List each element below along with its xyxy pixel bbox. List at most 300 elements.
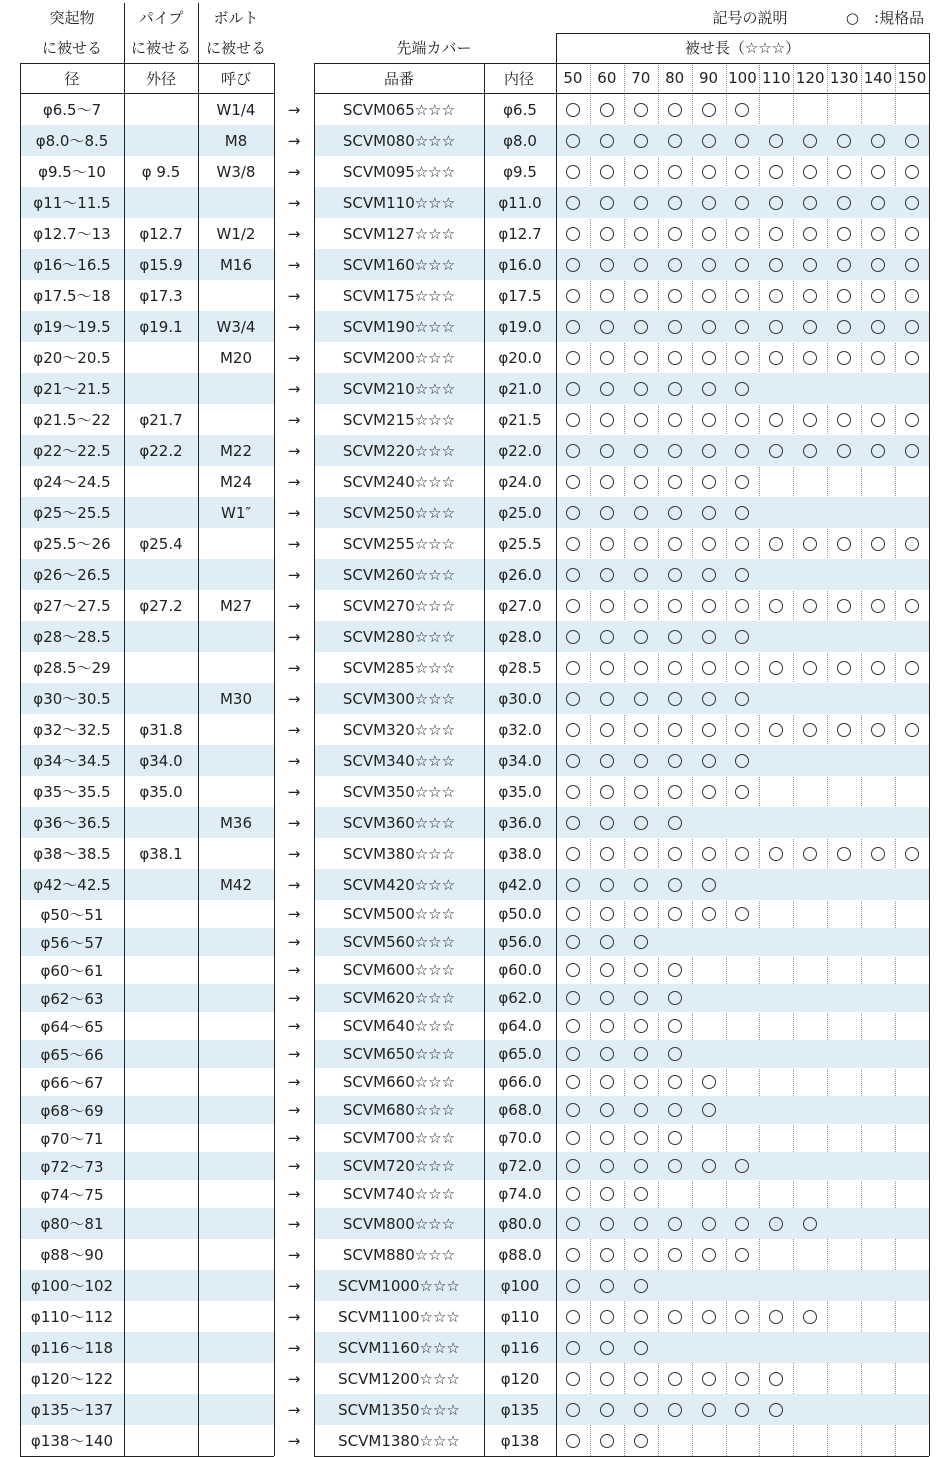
standard-item-circle bbox=[668, 599, 682, 613]
pipe-outer-diameter-cell bbox=[124, 373, 198, 404]
standard-item-circle bbox=[668, 1310, 682, 1324]
standard-item-circle bbox=[634, 754, 648, 768]
standard-item-circle bbox=[702, 506, 716, 520]
table-border bbox=[20, 63, 274, 64]
protrusion-diameter-cell: φ19～19.5 bbox=[33, 318, 111, 336]
standard-item-circle bbox=[702, 568, 716, 582]
inner-diameter-cell: φ25.5 bbox=[498, 534, 542, 553]
standard-item-circle bbox=[871, 196, 885, 210]
standard-item-circle bbox=[600, 1403, 614, 1417]
standard-item-circle bbox=[668, 258, 682, 272]
standard-item-circle bbox=[702, 320, 716, 334]
inner-diameter-cell: φ80.0 bbox=[498, 1214, 542, 1233]
bolt-nominal-cell bbox=[198, 1096, 274, 1124]
protrusion-diameter-cell: φ80～81 bbox=[40, 1215, 104, 1233]
standard-item-circle bbox=[668, 1019, 682, 1033]
bolt-nominal-cell: M36 bbox=[219, 813, 253, 832]
standard-item-circle bbox=[600, 878, 614, 892]
standard-item-circle bbox=[566, 1403, 580, 1417]
standard-item-circle bbox=[735, 227, 749, 241]
protrusion-diameter-cell: φ21～21.5 bbox=[33, 380, 111, 398]
standard-item-circle bbox=[668, 816, 682, 830]
standard-item-circle bbox=[566, 382, 580, 396]
standard-item-circle bbox=[668, 134, 682, 148]
inner-diameter-cell: φ28.5 bbox=[498, 658, 542, 677]
bolt-nominal-header: 呼び bbox=[220, 69, 251, 88]
arrow-cell: → bbox=[287, 193, 301, 212]
pipe-header-top: パイプ bbox=[138, 8, 184, 27]
length-header-cell: 120 bbox=[795, 69, 825, 87]
part-number-cell: SCVM420☆☆☆ bbox=[342, 875, 456, 894]
standard-item-circle bbox=[735, 320, 749, 334]
part-number-cell: SCVM255☆☆☆ bbox=[342, 534, 456, 553]
part-number-cell: SCVM1160☆☆☆ bbox=[338, 1338, 460, 1357]
inner-diameter-cell: φ38.0 bbox=[498, 844, 542, 863]
standard-item-circle bbox=[634, 1248, 648, 1262]
standard-item-circle bbox=[769, 258, 783, 272]
standard-item-circle bbox=[668, 907, 682, 921]
arrow-cell: → bbox=[287, 1276, 301, 1295]
standard-item-circle bbox=[634, 103, 648, 117]
part-number-cell: SCVM270☆☆☆ bbox=[342, 596, 456, 615]
standard-item-circle bbox=[634, 1217, 648, 1231]
arrow-cell: → bbox=[287, 1338, 301, 1357]
standard-item-circle bbox=[803, 599, 817, 613]
standard-item-circle bbox=[566, 103, 580, 117]
standard-item-circle bbox=[837, 723, 851, 737]
inner-diameter-cell: φ120 bbox=[500, 1369, 540, 1388]
standard-item-circle bbox=[600, 1047, 614, 1061]
part-number-cell: SCVM190☆☆☆ bbox=[342, 317, 456, 336]
part-number-cell: SCVM800☆☆☆ bbox=[342, 1214, 456, 1233]
part-number-cell: SCVM600☆☆☆ bbox=[342, 961, 456, 979]
standard-item-circle bbox=[566, 723, 580, 737]
standard-item-circle bbox=[634, 816, 648, 830]
standard-item-circle bbox=[668, 991, 682, 1005]
inner-diameter-cell: φ70.0 bbox=[498, 1129, 542, 1147]
standard-item-circle bbox=[803, 847, 817, 861]
standard-item-circle bbox=[566, 1159, 580, 1173]
standard-item-circle bbox=[566, 568, 580, 582]
arrow-cell: → bbox=[287, 379, 301, 398]
standard-item-circle bbox=[702, 165, 716, 179]
standard-item-circle bbox=[634, 382, 648, 396]
inner-diameter-cell: φ35.0 bbox=[498, 782, 542, 801]
part-number-cell: SCVM680☆☆☆ bbox=[342, 1101, 456, 1119]
standard-item-circle bbox=[837, 258, 851, 272]
inner-diameter-cell: φ60.0 bbox=[498, 961, 542, 979]
bolt-nominal-cell: W3/8 bbox=[216, 162, 256, 181]
protrusion-diameter-cell: φ9.5～10 bbox=[38, 163, 106, 181]
standard-item-circle bbox=[566, 963, 580, 977]
standard-item-circle bbox=[668, 1403, 682, 1417]
bolt-nominal-cell bbox=[198, 559, 274, 590]
inner-diameter-cell: φ50.0 bbox=[498, 905, 542, 923]
part-number-cell: SCVM175☆☆☆ bbox=[342, 286, 456, 305]
standard-item-circle bbox=[905, 599, 919, 613]
inner-diameter-cell: φ22.0 bbox=[498, 441, 542, 460]
bolt-nominal-cell bbox=[198, 1068, 274, 1096]
protrusion-diameter-cell: φ30～30.5 bbox=[33, 690, 111, 708]
bolt-nominal-cell bbox=[198, 1301, 274, 1332]
standard-item-circle bbox=[769, 847, 783, 861]
standard-item-circle bbox=[702, 134, 716, 148]
part-number-cell: SCVM620☆☆☆ bbox=[342, 989, 456, 1007]
arrow-cell: → bbox=[287, 782, 301, 801]
pipe-outer-diameter-cell: φ17.3 bbox=[139, 286, 183, 305]
standard-item-circle bbox=[905, 258, 919, 272]
table-border bbox=[556, 33, 557, 1456]
standard-item-circle bbox=[566, 692, 580, 706]
standard-item-circle bbox=[600, 1075, 614, 1089]
protrusion-diameter-cell: φ100～102 bbox=[30, 1277, 114, 1295]
standard-item-circle bbox=[600, 382, 614, 396]
standard-item-circle bbox=[735, 847, 749, 861]
standard-item-circle bbox=[634, 630, 648, 644]
bolt-nominal-cell bbox=[198, 1012, 274, 1040]
protrusion-header-sub: に被せる bbox=[41, 38, 102, 57]
inner-diameter-cell: φ110 bbox=[500, 1307, 540, 1326]
pipe-outer-diameter-cell bbox=[124, 869, 198, 900]
standard-item-circle bbox=[668, 692, 682, 706]
standard-item-circle bbox=[735, 537, 749, 551]
standard-item-circle bbox=[634, 1372, 648, 1386]
pipe-outer-diameter-cell: φ15.9 bbox=[139, 255, 183, 274]
arrow-cell: → bbox=[287, 534, 301, 553]
standard-item-circle bbox=[600, 537, 614, 551]
arrow-cell: → bbox=[287, 905, 301, 923]
standard-item-circle bbox=[702, 1372, 716, 1386]
standard-item-circle bbox=[566, 134, 580, 148]
standard-item-circle bbox=[668, 444, 682, 458]
standard-item-circle bbox=[634, 935, 648, 949]
part-number-cell: SCVM285☆☆☆ bbox=[342, 658, 456, 677]
standard-item-circle bbox=[871, 444, 885, 458]
protrusion-diameter-cell: φ70～71 bbox=[40, 1129, 104, 1148]
bolt-nominal-cell: W1/4 bbox=[216, 100, 256, 119]
bolt-nominal-cell bbox=[198, 1363, 274, 1394]
standard-item-circle bbox=[702, 723, 716, 737]
standard-item-circle bbox=[668, 196, 682, 210]
length-header-cell: 140 bbox=[863, 69, 893, 87]
standard-item-circle bbox=[702, 661, 716, 675]
standard-item-circle bbox=[634, 1075, 648, 1089]
protrusion-diameter-cell: φ22～22.5 bbox=[33, 442, 111, 460]
tip-cover-header: 先端カバー bbox=[396, 38, 472, 57]
standard-item-circle bbox=[735, 289, 749, 303]
standard-item-circle bbox=[871, 165, 885, 179]
pipe-outer-diameter-cell bbox=[124, 1068, 198, 1096]
inner-diameter-cell: φ9.5 bbox=[503, 162, 537, 181]
standard-item-circle bbox=[769, 1217, 783, 1231]
table-border bbox=[314, 63, 315, 1456]
bolt-nominal-cell bbox=[198, 528, 274, 559]
protrusion-diameter-cell: φ138～140 bbox=[30, 1432, 114, 1450]
bolt-nominal-cell bbox=[198, 404, 274, 435]
standard-item-circle bbox=[905, 165, 919, 179]
pipe-outer-diameter-cell: φ12.7 bbox=[139, 224, 183, 243]
pipe-outer-diameter-cell: φ19.1 bbox=[139, 317, 183, 336]
pipe-outer-diameter-cell: φ34.0 bbox=[139, 751, 183, 770]
pipe-outer-diameter-header: 外径 bbox=[145, 69, 176, 88]
standard-item-circle bbox=[735, 630, 749, 644]
standard-item-circle bbox=[600, 475, 614, 489]
standard-item-circle bbox=[702, 227, 716, 241]
standard-item-circle bbox=[803, 444, 817, 458]
pipe-outer-diameter-cell bbox=[124, 187, 198, 218]
inner-diameter-cell: φ32.0 bbox=[498, 720, 542, 739]
protrusion-diameter-cell: φ11～11.5 bbox=[33, 194, 111, 212]
inner-diameter-cell: φ27.0 bbox=[498, 596, 542, 615]
pipe-outer-diameter-cell bbox=[124, 956, 198, 984]
protrusion-diameter-cell: φ62～63 bbox=[40, 989, 104, 1008]
standard-item-circle bbox=[634, 1131, 648, 1145]
standard-item-circle bbox=[634, 413, 648, 427]
standard-item-circle bbox=[566, 1217, 580, 1231]
table-border bbox=[274, 63, 275, 1456]
pipe-outer-diameter-cell bbox=[124, 1239, 198, 1270]
arrow-cell: → bbox=[287, 317, 301, 336]
standard-item-circle bbox=[668, 723, 682, 737]
standard-item-circle bbox=[566, 878, 580, 892]
standard-item-circle bbox=[600, 661, 614, 675]
inner-diameter-cell: φ16.0 bbox=[498, 255, 542, 274]
pipe-header-sub: に被せる bbox=[130, 38, 191, 57]
pipe-outer-diameter-cell: φ27.2 bbox=[139, 596, 183, 615]
pipe-outer-diameter-cell bbox=[124, 1040, 198, 1068]
standard-item-circle bbox=[837, 537, 851, 551]
standard-item-circle bbox=[566, 661, 580, 675]
standard-item-circle bbox=[735, 785, 749, 799]
standard-item-circle bbox=[837, 196, 851, 210]
table-border bbox=[314, 93, 929, 94]
standard-item-circle bbox=[566, 258, 580, 272]
standard-item-circle bbox=[702, 754, 716, 768]
pipe-outer-diameter-cell bbox=[124, 1425, 198, 1456]
standard-item-circle bbox=[905, 351, 919, 365]
standard-item-circle bbox=[702, 103, 716, 117]
length-header-cell: 60 bbox=[597, 69, 617, 87]
inner-diameter-cell: φ62.0 bbox=[498, 989, 542, 1007]
table-border bbox=[20, 63, 21, 1456]
protrusion-diameter-cell: φ68～69 bbox=[40, 1101, 104, 1120]
arrow-cell: → bbox=[287, 1073, 301, 1091]
protrusion-diameter-cell: φ72～73 bbox=[40, 1157, 104, 1176]
table-border bbox=[929, 33, 930, 1456]
bolt-nominal-cell: M8 bbox=[224, 131, 248, 150]
bolt-nominal-cell bbox=[198, 1124, 274, 1152]
standard-item-circle bbox=[803, 537, 817, 551]
standard-item-circle bbox=[803, 1217, 817, 1231]
part-number-cell: SCVM500☆☆☆ bbox=[342, 905, 456, 923]
standard-item-circle bbox=[668, 785, 682, 799]
pipe-outer-diameter-cell bbox=[124, 1270, 198, 1301]
protrusion-diameter-cell: φ16～16.5 bbox=[33, 256, 111, 274]
pipe-outer-diameter-cell bbox=[124, 1208, 198, 1239]
standard-item-circle bbox=[735, 258, 749, 272]
part-number-cell: SCVM1100☆☆☆ bbox=[338, 1307, 460, 1326]
pipe-outer-diameter-cell bbox=[124, 807, 198, 838]
standard-item-circle bbox=[634, 506, 648, 520]
part-number-cell: SCVM1200☆☆☆ bbox=[338, 1369, 460, 1388]
standard-item-circle bbox=[735, 692, 749, 706]
inner-diameter-cell: φ30.0 bbox=[498, 689, 542, 708]
standard-item-circle bbox=[905, 196, 919, 210]
arrow-cell: → bbox=[287, 1129, 301, 1147]
standard-item-circle bbox=[837, 413, 851, 427]
standard-item-circle bbox=[600, 103, 614, 117]
bolt-nominal-cell bbox=[198, 838, 274, 869]
part-number-cell: SCVM360☆☆☆ bbox=[342, 813, 456, 832]
standard-item-circle bbox=[769, 1372, 783, 1386]
protrusion-diameter-cell: φ6.5～7 bbox=[42, 101, 102, 119]
inner-diameter-cell: φ11.0 bbox=[498, 193, 542, 212]
standard-item-circle bbox=[634, 1103, 648, 1117]
pipe-outer-diameter-cell bbox=[124, 928, 198, 956]
standard-item-circle bbox=[566, 1279, 580, 1293]
standard-item-circle bbox=[702, 351, 716, 365]
arrow-cell: → bbox=[287, 472, 301, 491]
standard-item-circle bbox=[803, 320, 817, 334]
standard-item-circle bbox=[600, 1372, 614, 1386]
inner-diameter-cell: φ8.0 bbox=[503, 131, 537, 150]
standard-item-circle bbox=[600, 1217, 614, 1231]
arrow-cell: → bbox=[287, 751, 301, 770]
bolt-nominal-cell bbox=[198, 280, 274, 311]
pipe-outer-diameter-cell: φ38.1 bbox=[139, 844, 183, 863]
standard-item-circle bbox=[769, 413, 783, 427]
standard-item-circle bbox=[871, 723, 885, 737]
standard-item-circle bbox=[735, 754, 749, 768]
standard-item-circle bbox=[600, 258, 614, 272]
standard-item-circle bbox=[634, 165, 648, 179]
protrusion-diameter-cell: φ88～90 bbox=[40, 1246, 104, 1264]
protrusion-diameter-cell: φ24～24.5 bbox=[33, 473, 111, 491]
standard-item-circle bbox=[634, 1047, 648, 1061]
standard-item-circle bbox=[735, 907, 749, 921]
bolt-nominal-cell bbox=[198, 928, 274, 956]
standard-item-circle bbox=[566, 1131, 580, 1145]
part-number-cell: SCVM080☆☆☆ bbox=[342, 131, 456, 150]
standard-item-circle bbox=[871, 258, 885, 272]
protrusion-diameter-cell: φ28.5～29 bbox=[33, 659, 111, 677]
length-header-cell: 50 bbox=[563, 69, 583, 87]
standard-item-circle bbox=[566, 935, 580, 949]
standard-item-circle bbox=[735, 599, 749, 613]
standard-item-circle bbox=[566, 1103, 580, 1117]
protrusion-diameter-cell: φ32～32.5 bbox=[33, 721, 111, 739]
arrow-cell: → bbox=[287, 1017, 301, 1035]
standard-item-circle bbox=[702, 847, 716, 861]
standard-item-circle bbox=[735, 134, 749, 148]
bolt-nominal-cell bbox=[198, 1332, 274, 1363]
standard-item-circle bbox=[905, 134, 919, 148]
legend-title: 記号の説明 bbox=[712, 8, 788, 27]
bolt-nominal-cell bbox=[198, 900, 274, 928]
standard-item-circle bbox=[905, 847, 919, 861]
standard-item-circle bbox=[566, 785, 580, 799]
inner-diameter-cell: φ100 bbox=[500, 1276, 540, 1295]
standard-item-circle bbox=[702, 1403, 716, 1417]
standard-item-circle bbox=[634, 723, 648, 737]
standard-item-circle bbox=[634, 568, 648, 582]
bolt-nominal-cell bbox=[198, 1239, 274, 1270]
arrow-cell: → bbox=[287, 689, 301, 708]
standard-item-circle bbox=[668, 289, 682, 303]
bolt-nominal-cell: W1/2 bbox=[216, 224, 256, 243]
part-number-cell: SCVM350☆☆☆ bbox=[342, 782, 456, 801]
bolt-header-sub: に被せる bbox=[205, 38, 266, 57]
standard-item-circle bbox=[634, 785, 648, 799]
bolt-nominal-cell: W1″ bbox=[221, 503, 251, 522]
standard-item-circle bbox=[702, 444, 716, 458]
bolt-nominal-cell bbox=[198, 1394, 274, 1425]
standard-item-circle bbox=[837, 289, 851, 303]
inner-diameter-cell: φ74.0 bbox=[498, 1185, 542, 1203]
standard-item-circle bbox=[769, 1310, 783, 1324]
standard-item-circle bbox=[735, 723, 749, 737]
length-header-cell: 130 bbox=[829, 69, 859, 87]
standard-item-circle bbox=[668, 1372, 682, 1386]
standard-item-circle bbox=[566, 1341, 580, 1355]
standard-item-circle bbox=[566, 754, 580, 768]
part-number-cell: SCVM127☆☆☆ bbox=[342, 224, 456, 243]
standard-item-circle bbox=[634, 258, 648, 272]
bolt-nominal-cell bbox=[198, 187, 274, 218]
standard-item-circle bbox=[769, 444, 783, 458]
standard-item-circle bbox=[600, 785, 614, 799]
arrow-cell: → bbox=[287, 286, 301, 305]
standard-item-circle bbox=[837, 320, 851, 334]
standard-item-circle bbox=[566, 475, 580, 489]
standard-item-circle bbox=[634, 991, 648, 1005]
standard-item-circle bbox=[668, 1075, 682, 1089]
inner-diameter-cell: φ64.0 bbox=[498, 1017, 542, 1035]
standard-item-circle bbox=[600, 413, 614, 427]
bolt-nominal-cell: M20 bbox=[219, 348, 253, 367]
standard-item-circle bbox=[668, 963, 682, 977]
standard-item-circle bbox=[702, 537, 716, 551]
standard-item-circle bbox=[803, 661, 817, 675]
standard-item-circle bbox=[566, 444, 580, 458]
standard-item-circle bbox=[769, 599, 783, 613]
standard-item-circle bbox=[600, 320, 614, 334]
protrusion-diameter-cell: φ66～67 bbox=[40, 1073, 104, 1092]
standard-item-circle bbox=[668, 847, 682, 861]
part-number-cell: SCVM1380☆☆☆ bbox=[338, 1431, 460, 1450]
standard-item-circle bbox=[600, 568, 614, 582]
standard-item-circle bbox=[634, 692, 648, 706]
standard-item-circle bbox=[702, 1103, 716, 1117]
inner-diameter-cell: φ66.0 bbox=[498, 1073, 542, 1091]
part-number-cell: SCVM1000☆☆☆ bbox=[338, 1276, 460, 1295]
pipe-outer-diameter-cell: φ35.0 bbox=[139, 782, 183, 801]
protrusion-diameter-cell: φ25～25.5 bbox=[33, 504, 111, 522]
pipe-outer-diameter-cell: φ21.7 bbox=[139, 410, 183, 429]
standard-item-circle bbox=[668, 506, 682, 520]
standard-item-circle bbox=[566, 320, 580, 334]
standard-item-circle bbox=[668, 320, 682, 334]
part-number-cell: SCVM650☆☆☆ bbox=[342, 1045, 456, 1063]
standard-item-circle bbox=[735, 1217, 749, 1231]
pipe-outer-diameter-cell bbox=[124, 94, 198, 125]
arrow-cell: → bbox=[287, 348, 301, 367]
pipe-outer-diameter-cell bbox=[124, 1394, 198, 1425]
protrusion-diameter-cell: φ110～112 bbox=[30, 1308, 114, 1326]
length-header-cell: 80 bbox=[665, 69, 685, 87]
pipe-outer-diameter-cell bbox=[124, 1152, 198, 1180]
protrusion-diameter-cell: φ135～137 bbox=[30, 1401, 114, 1419]
